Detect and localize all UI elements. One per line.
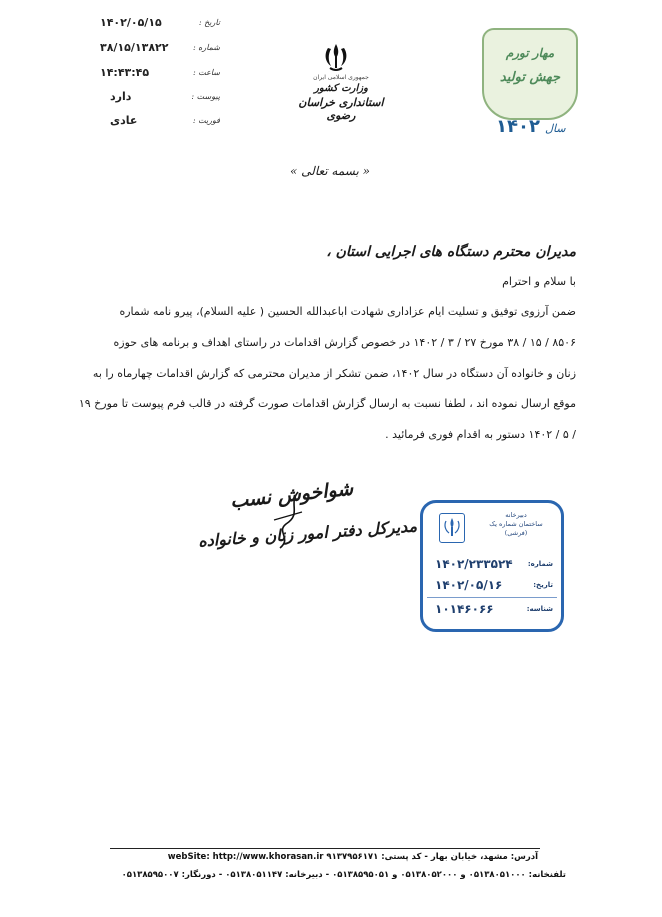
footer-address: آدرس: مشهد، خیابان بهار - کد پستی: ۹۱۳۷۹۵۶۱۷۱ webSite: http://www.khorasan.ir — [167, 852, 538, 862]
meta-time — [100, 66, 220, 84]
stamp-header — [479, 511, 553, 538]
year-label-row — [496, 116, 570, 137]
stamp-logo-icon — [439, 513, 465, 543]
secretariat-stamp — [420, 500, 564, 632]
republic-name: جمهوری اسلامی ایران — [313, 74, 369, 81]
stamp-number-label: شماره: — [527, 560, 553, 568]
meta-attachment-label: پیوست : — [191, 92, 220, 101]
stamp-id-row — [431, 602, 553, 618]
iran-emblem-icon — [318, 40, 354, 76]
meta-urgency-value: عادی — [110, 114, 138, 127]
ministry-name: وزارت کشور — [314, 83, 368, 94]
letter-line: / ۵ / ۱۴۰۲ دستور به اقدام فوری فرمائید . — [385, 428, 576, 441]
letter-line: زنان و خانواده آن دستگاه در سال ۱۴۰۲، ضمن تشکر از مدیران محترمی که گزارش اقدامات چهارماه را به — [92, 367, 576, 380]
meta-time-value: ۱۴:۴۳:۴۵ — [100, 66, 150, 79]
letter-line: موقع ارسال نموده اند ، لطفا نسبت به ارسال گزارش اقدامات صورت گرفته در قالب فرم پیوست تا مورخ ۱۹ — [78, 397, 576, 410]
ministry-block — [286, 74, 396, 122]
stamp-number-row — [431, 557, 553, 573]
stamp-header-line: ساختمان شماره یک — [489, 520, 543, 528]
meta-date-value: ۱۴۰۲/۰۵/۱۵ — [100, 16, 162, 29]
year-word: سال — [545, 122, 566, 135]
meta-attachment-value: دارد — [110, 90, 132, 103]
letter-salutation: با سلام و احترام — [502, 275, 576, 288]
stamp-id-label: شناسه: — [526, 605, 553, 613]
footer-phones: تلفنخانه: ۰۵۱۳۸۰۵۱۰۰۰ و ۰۵۱۳۸۰۵۲۰۰۰ و ۰۵۱۳۸۵۹۵۰۵۱ - دبیرخانه: ۰۵۱۳۸۰۵۱۱۴۷ - دورنگار: ۰۵۱۳۸۵۹۵۰۰۷ — [121, 870, 566, 880]
letter-line: ضمن آرزوی توفیق و تسلیت ایام عزاداری شهادت اباعبدالله الحسین ( علیه السلام)، پیرو نامه شماره — [119, 305, 576, 318]
governorate-name: استانداری خراسان رضوی — [298, 96, 384, 122]
signature-name: شواخوش نسب — [229, 477, 355, 513]
stamp-date-label: تاریخ: — [533, 581, 553, 589]
meta-urgency-label: فوریت : — [192, 116, 220, 125]
stamp-divider — [427, 597, 557, 598]
stamp-date-row — [431, 578, 553, 594]
meta-date — [100, 16, 220, 34]
slogan-line-2: جهش تولید — [499, 70, 561, 85]
letter-line: ۸۵۰۶ / ۱۵ / ۳۸ مورخ ۲۷ / ۳ / ۱۴۰۲ در خصوص گزارش اقدامات در راستای اهداف و برنامه های حوزه — [113, 336, 576, 349]
letter-recipient: مدیران محترم دستگاه های اجرایی استان ، — [326, 244, 576, 260]
slogan-line-1: مهار تورم — [505, 46, 555, 60]
stamp-header-line: (فرشی) — [504, 529, 528, 537]
meta-number-value: ۳۸/۱۵/۱۳۸۲۲ — [100, 41, 169, 54]
footer-divider — [110, 848, 540, 849]
meta-number — [100, 41, 220, 59]
stamp-header-line: دبیرخانه — [505, 511, 527, 519]
stamp-number-value: ۱۴۰۲/۲۳۳۵۲۴ — [435, 557, 513, 571]
year-number: ۱۴۰۲ — [496, 116, 540, 137]
meta-date-label: تاریخ : — [198, 18, 220, 27]
signature-title: مدیرکل دفتر امور زنان و خانواده — [197, 516, 418, 551]
meta-time-label: ساعت : — [192, 68, 220, 77]
year-slogan-badge — [482, 28, 578, 120]
stamp-id-value: ۱۰۱۴۶۰۶۶ — [435, 602, 494, 616]
besmeh-heading: « بسمه تعالی » — [290, 164, 370, 178]
stamp-date-value: ۱۴۰۲/۰۵/۱۶ — [435, 578, 503, 592]
meta-attachment — [100, 90, 220, 108]
meta-number-label: شماره : — [192, 43, 220, 52]
meta-urgency — [100, 114, 220, 132]
